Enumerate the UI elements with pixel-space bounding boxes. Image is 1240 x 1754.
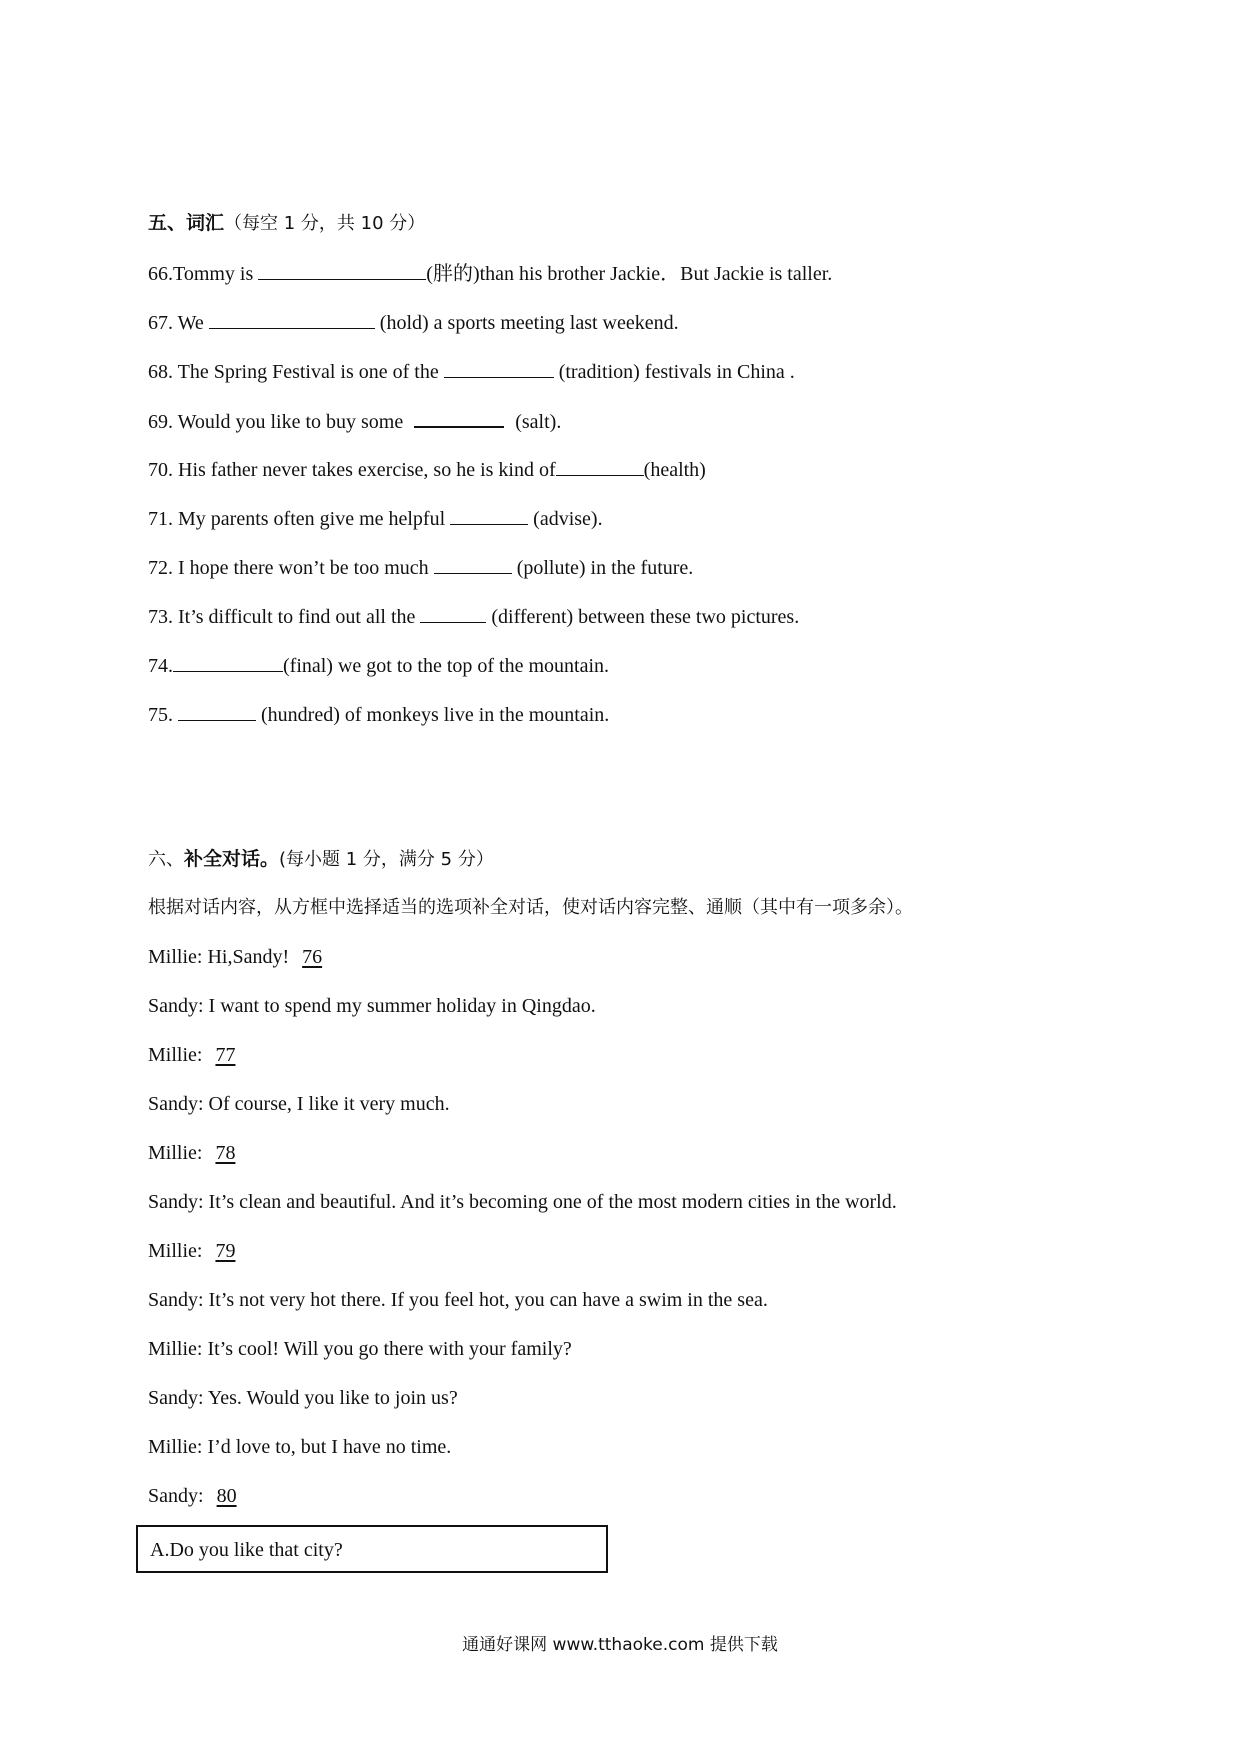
question-hint: (pollute) in the future.: [511, 557, 694, 579]
dialogue-line: [148, 1434, 451, 1460]
section-6-title: 补全对话。: [184, 848, 280, 870]
options-box: [136, 1525, 608, 1573]
question-75: [148, 700, 609, 728]
section-6-note: (每小题 1 分，满分 5 分）: [279, 849, 494, 870]
question-66: [148, 259, 832, 287]
dialogue-line: [148, 1287, 768, 1313]
dialogue-line: [148, 1091, 450, 1117]
question-text: 69. Would you like to buy some: [148, 411, 409, 433]
dialogue-line: [148, 1140, 245, 1166]
section-5-title: 五、词汇: [148, 212, 225, 234]
question-72: [148, 553, 693, 581]
dialogue-text: Millie:: [148, 1240, 208, 1262]
question-text: 72. I hope there won’t be too much: [148, 557, 434, 579]
question-hint: (advise).: [528, 508, 603, 530]
question-74: [148, 651, 609, 679]
question-text: 75.: [148, 704, 178, 726]
section-6-instruction: 根据对话内容，从方框中选择适当的选项补全对话，使对话内容完整、通顺（其中有一项多余）。: [148, 897, 913, 918]
dialogue-text: Sandy:: [148, 1485, 209, 1507]
dialogue-line: [148, 1385, 458, 1411]
answer-number[interactable]: 78: [215, 1142, 236, 1164]
question-70: [148, 455, 706, 483]
question-hint: (final) we got to the top of the mountain.: [283, 655, 610, 677]
question-73: [148, 602, 799, 630]
dialogue-line: [148, 1483, 247, 1509]
question-68: [148, 357, 795, 385]
dialogue-text: Millie: It’s cool! Will you go there with your family?: [148, 1338, 572, 1360]
answer-blank[interactable]: [450, 504, 528, 525]
question-hint: (salt).: [510, 411, 562, 433]
dialogue-line: [148, 1238, 245, 1264]
answer-blank[interactable]: [434, 553, 512, 574]
answer-blank[interactable]: [420, 602, 486, 623]
answer-blank[interactable]: [178, 700, 256, 721]
question-71: [148, 504, 603, 532]
dialogue-text: Sandy: Yes. Would you like to join us?: [148, 1387, 458, 1409]
answer-number[interactable]: 77: [215, 1044, 236, 1066]
answer-blank[interactable]: [258, 259, 426, 280]
answer-blank[interactable]: [173, 651, 283, 672]
question-text: 68. The Spring Festival is one of the: [148, 361, 444, 383]
dialogue-text: Millie: I’d love to, but I have no time.: [148, 1436, 452, 1458]
dialogue-line: [148, 1189, 897, 1215]
dialogue-text: Sandy: I want to spend my summer holiday in Qingdao.: [148, 995, 596, 1017]
question-hint: (different) between these two pictures.: [486, 606, 800, 628]
dialogue-text: Sandy: It’s not very hot there. If you feel hot, you can have a swim in the sea.: [148, 1289, 768, 1311]
dialogue-line: [148, 993, 596, 1019]
dialogue-line: [148, 944, 332, 970]
answer-number[interactable]: 79: [215, 1240, 236, 1262]
question-69: [148, 406, 561, 435]
question-hint: (胖的)than his brother Jackie．But Jackie is taller.: [426, 263, 833, 285]
question-hint: (hundred) of monkeys live in the mountain.: [256, 704, 610, 726]
question-text: 67. We: [148, 312, 209, 334]
answer-blank[interactable]: [209, 308, 375, 329]
footer-source: 通通好课网 www.tthaoke.com 提供下载: [462, 1635, 778, 1655]
dialogue-line: [148, 1336, 572, 1362]
question-text: 66.Tommy is: [148, 263, 259, 285]
option-a: A.Do you like that city?: [150, 1539, 343, 1561]
dialogue-text: Millie: Hi,Sandy!: [148, 946, 295, 968]
section-6-title-prefix: 六、: [148, 849, 184, 870]
dialogue-text: Millie:: [148, 1044, 208, 1066]
question-67: [148, 308, 679, 336]
section-5-note: （每空 1 分，共 10 分）: [224, 213, 426, 234]
dialogue-line: [148, 1042, 245, 1068]
question-hint: (tradition) festivals in China .: [553, 361, 795, 383]
question-text: 70. His father never takes exercise, so he is kind of: [148, 459, 556, 481]
question-text: 74.: [148, 655, 173, 677]
section-5-heading: [148, 210, 425, 237]
answer-number[interactable]: 80: [216, 1485, 237, 1507]
dialogue-text: Sandy: It’s clean and beautiful. And it’s becoming one of the most modern cities in the world.: [148, 1191, 897, 1213]
question-hint: (hold) a sports meeting last weekend.: [374, 312, 679, 334]
dialogue-text: Sandy: Of course, I like it very much.: [148, 1093, 450, 1115]
answer-number[interactable]: 76: [302, 946, 323, 968]
dialogue-text: Millie:: [148, 1142, 208, 1164]
question-hint: (health): [643, 459, 706, 481]
section-6-heading: [148, 846, 494, 873]
question-text: 73. It’s difficult to find out all the: [148, 606, 421, 628]
answer-blank[interactable]: [414, 406, 504, 428]
answer-blank[interactable]: [556, 455, 644, 476]
question-text: 71. My parents often give me helpful: [148, 508, 451, 530]
answer-blank[interactable]: [444, 357, 554, 378]
